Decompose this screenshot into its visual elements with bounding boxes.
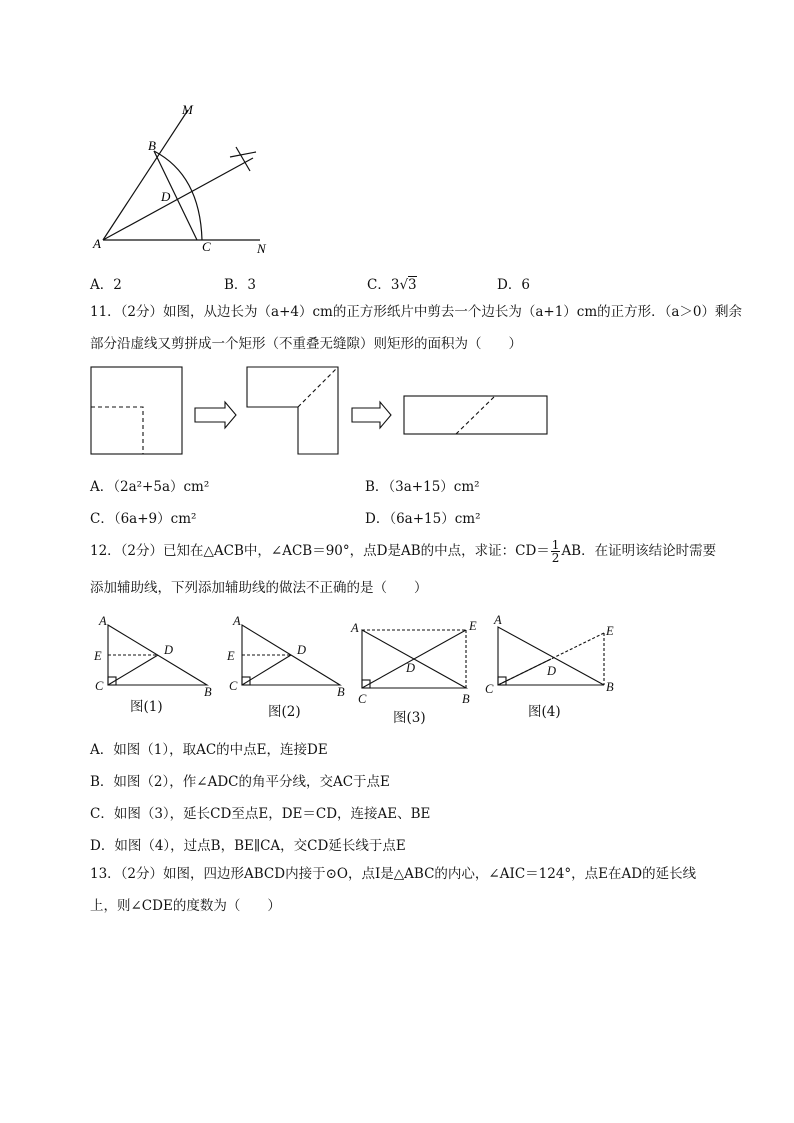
svg-text:D: D (547, 664, 557, 678)
label-N: N (257, 241, 266, 256)
q12-option-a[interactable] (90, 738, 328, 758)
label-C: C (202, 239, 211, 254)
q11-option-a[interactable] (90, 475, 209, 495)
option-letter: C． (90, 511, 114, 527)
svg-text:E: E (606, 624, 614, 638)
fig-caption-4: 图(4) (528, 704, 561, 720)
svg-text:B: B (204, 685, 212, 699)
q10-option-d[interactable] (497, 273, 530, 293)
q12-stem-line2: 添加辅助线，下列添加辅助线的做法不正确的是（ ） (90, 580, 428, 596)
option-text: 6 (521, 277, 530, 293)
q11-option-c[interactable] (90, 507, 196, 527)
option-text: 3 (247, 277, 257, 293)
label-B: B (148, 138, 156, 153)
svg-text:A: A (351, 621, 359, 635)
svg-text:C: C (229, 679, 238, 693)
fraction (551, 539, 561, 564)
option-text: （3a+15）cm² (388, 479, 480, 495)
option-text: 如图（1），取AC的中点E，连接DE (113, 742, 328, 758)
q10-option-a[interactable] (90, 273, 122, 293)
svg-text:E: E (94, 649, 102, 663)
svg-text:A: A (233, 614, 241, 628)
q11-figure (85, 360, 555, 460)
svg-text:B: B (606, 680, 614, 694)
svg-text:A: A (99, 614, 107, 628)
option-letter: A． (90, 479, 114, 495)
q10-option-b[interactable] (224, 273, 256, 293)
option-text: （6a+9）cm² (113, 511, 197, 527)
option-letter: B． (365, 479, 389, 495)
option-text: （2a²+5a）cm² (113, 479, 210, 495)
option-letter: D． (90, 838, 115, 854)
svg-text:D: D (164, 643, 174, 657)
fig-caption-3: 图(3) (393, 710, 426, 726)
option-text: 如图（2），作∠ADC的角平分线，交AC于点E (113, 774, 390, 790)
svg-text:B: B (337, 685, 345, 699)
q12-option-b[interactable] (90, 770, 390, 790)
option-text: 如图（4），过点B，BE∥CA，交CD延长线于点E (114, 838, 406, 854)
option-letter: C． (90, 806, 114, 822)
q13-stem-line1: 13．（2分）如图，四边形ABCD内接于⊙O，点I是△ABC的内心，∠AIC＝124°，点E在AD的延长线 (90, 866, 697, 882)
stem-text: 12．（2分）已知在△ACB中，∠ACB＝90°，点D是AB的中点，求证：CD＝ (90, 543, 550, 559)
fraction-numerator: 1 (551, 538, 560, 552)
svg-text:C: C (358, 692, 367, 706)
option-letter: A． (90, 742, 114, 758)
fraction-denominator: 2 (551, 551, 560, 565)
label-M: M (182, 102, 193, 117)
q11-stem-line2: 部分沿虚线又剪拼成一个矩形（不重叠无缝隙）则矩形的面积为（ ） (90, 336, 522, 352)
option-letter: D． (497, 277, 522, 293)
svg-text:B: B (462, 692, 470, 706)
q12-stem-line1 (90, 539, 716, 564)
q11-option-b[interactable] (365, 475, 480, 495)
sqrt-sign: √ (399, 277, 409, 293)
fig-caption-2: 图(2) (268, 704, 301, 720)
option-text: （6a+15）cm² (389, 511, 481, 527)
q11-option-d[interactable] (365, 507, 480, 527)
option-letter: D． (365, 511, 390, 527)
option-text: 2 (113, 277, 122, 293)
q11-stem-line1: 11．（2分）如图，从边长为（a+4）cm的正方形纸片中剪去一个边长为（a+1）cm的正方形．（a＞0）剩余 (90, 304, 743, 320)
svg-text:A: A (494, 613, 502, 627)
option-letter: B． (90, 774, 114, 790)
q13-stem-line2: 上，则∠CDE的度数为（ ） (90, 898, 281, 914)
svg-text:E: E (227, 649, 235, 663)
option-letter: A． (90, 277, 114, 293)
q10-option-c[interactable] (367, 273, 417, 293)
svg-text:D: D (297, 643, 307, 657)
radicand: 3 (408, 277, 417, 293)
q12-option-c[interactable] (90, 802, 430, 822)
option-text: 如图（3），延长CD至点E，DE＝CD，连接AE、BE (113, 806, 431, 822)
svg-text:D: D (406, 661, 416, 675)
option-letter: B． (224, 277, 248, 293)
option-text: 3 (390, 277, 400, 293)
q12-option-d[interactable] (90, 834, 406, 854)
label-D: D (161, 189, 171, 204)
fig-caption-1: 图(1) (130, 699, 163, 715)
svg-text:C: C (485, 682, 494, 696)
svg-text:E: E (469, 619, 477, 633)
svg-text:C: C (95, 679, 104, 693)
stem-text: AB．在证明该结论时需要 (561, 543, 717, 559)
q10-figure (90, 95, 290, 265)
label-A: A (93, 236, 101, 251)
option-letter: C． (367, 277, 391, 293)
